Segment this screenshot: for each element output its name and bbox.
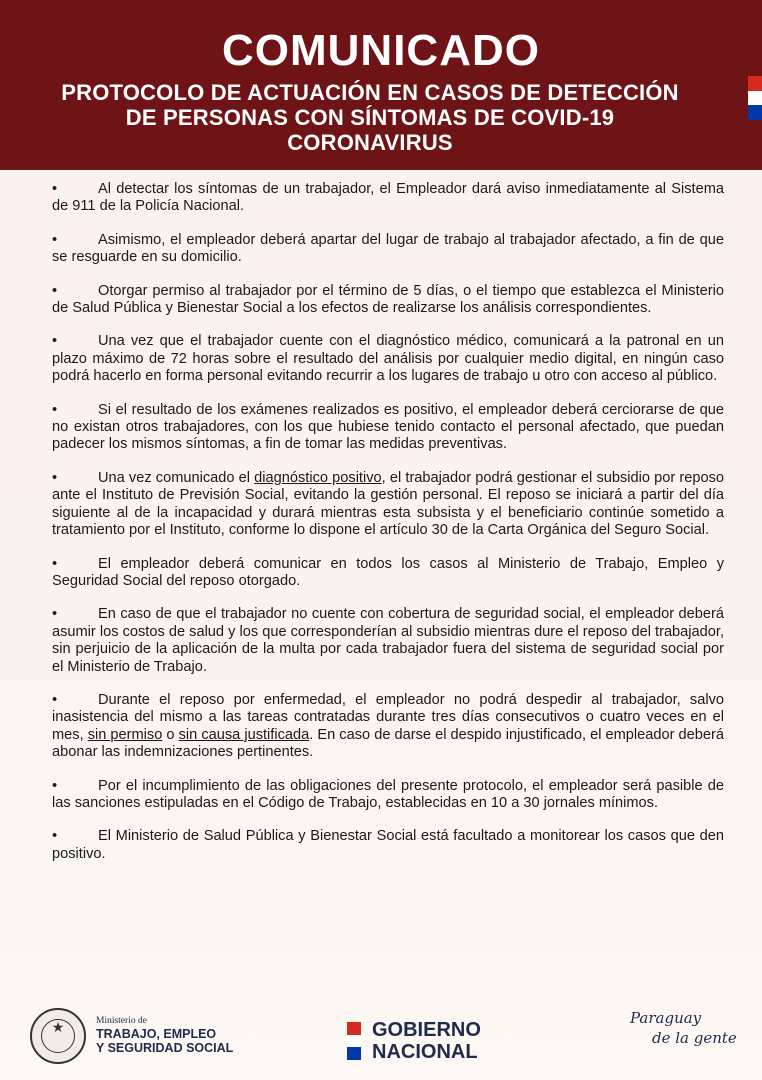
item-text-mid: o [162, 726, 179, 743]
bullet-icon: • [52, 282, 58, 299]
list-item [52, 556, 724, 591]
paraguay-de-la-gente-logo [630, 1008, 740, 1048]
item-text: Si el resultado de los exámenes realizados es positivo, el empleador deberá cerciorarse de que no existan otros trabajadores, con los que hubiese tenido contacto el personal afectado, que puedan padecer los mismos síntomas, a fin de tomar las medidas preventivas. [52, 401, 724, 453]
paraguay-line-1: Paraguay [630, 1009, 702, 1027]
page-subtitle [0, 80, 740, 155]
bullet-icon: • [52, 231, 58, 248]
item-text: Otorgar permiso al trabajador por el término de 5 días, o el tiempo que establezca el Ministerio de Salud Pública y Bienestar Social a los efectos de realizarse los análisis correspondientes. [52, 282, 724, 317]
ministry-small-text: Ministerio de [96, 1016, 147, 1026]
gobierno-line-2: NACIONAL [372, 1041, 478, 1063]
item-text-post: . En caso de darse el despido injustificado, el empleador deberá abonar las indemnizaciones pertinentes. [52, 726, 724, 761]
subtitle-line-3: CORONAVIRUS [287, 130, 453, 155]
ministry-name-line-1: TRABAJO, EMPLEO [96, 1027, 217, 1041]
page-title: COMUNICADO [222, 26, 540, 75]
ministry-name-line-2: Y SEGURIDAD SOCIAL [96, 1041, 234, 1055]
underlined-text: sin permiso [87, 726, 163, 743]
header-banner [0, 0, 762, 170]
list-item [52, 606, 724, 676]
bullet-icon: • [52, 606, 58, 623]
item-text: Una vez que el trabajador cuente con el diagnóstico médico, comunicará a la patronal en un plazo máximo de 72 horas sobre el resultado del análisis por cualquier medio digital, en ningún caso podrá hacerlo en forma personal evitando recurrir a los lugares de trabajo u otro con acceso al público. [52, 333, 724, 385]
bullet-icon: • [52, 777, 58, 794]
item-text: Por el incumplimiento de las obligaciones del presente protocolo, el empleador será pasible de las sanciones estipuladas en el Código de Trabajo, establecidas en 10 a 30 jornales mínimos. [52, 777, 724, 811]
bullet-icon: • [52, 555, 58, 572]
underlined-text: diagnóstico positivo [254, 469, 382, 486]
underlined-text: sin causa justificada [178, 726, 310, 743]
bullet-icon: • [52, 401, 58, 418]
list-item [52, 181, 724, 216]
paraguay-flag-icon [347, 1022, 361, 1060]
paraguay-line-2: de la gente [652, 1029, 737, 1047]
list-item [52, 828, 724, 863]
gobierno-line-1: GOBIERNO [372, 1019, 481, 1041]
list-item [52, 232, 724, 267]
item-text: En caso de que el trabajador no cuente con cobertura de seguridad social, el empleador deberá asumir los costos de salud y los que corresponderían al subsidio mientras dure el reposo del trabajador, sin perjuicio de la aplicación de la multa por cada trabajador fuera del sistema de seguridad social por el Ministerio de Trabajo. [52, 606, 724, 675]
item-text: Al detectar los síntomas de un trabajador, el Empleador dará aviso inmediatamente al Sistema de 911 de la Policía Nacional. [52, 181, 724, 215]
subtitle-line-2: DE PERSONAS CON SÍNTOMAS DE COVID-19 [125, 105, 615, 130]
list-item [52, 402, 724, 454]
national-seal-icon: ★ [30, 1008, 86, 1064]
list-item [52, 283, 724, 318]
ministry-logo [96, 1016, 233, 1055]
item-text: El empleador deberá comunicar en todos los casos al Ministerio de Trabajo, Empleo y Seguridad Social del reposo otorgado. [52, 555, 724, 589]
bullet-icon: • [52, 828, 58, 845]
protocol-list [52, 181, 724, 879]
bullet-icon: • [52, 181, 58, 197]
list-item [52, 692, 724, 762]
list-item [52, 470, 724, 540]
list-item [52, 333, 724, 385]
item-text: Asimismo, el empleador deberá apartar del lugar de trabajo al trabajador afectado, a fin de que se resguarde en su domicilio. [52, 231, 724, 266]
bullet-icon: • [52, 469, 58, 486]
bullet-icon: • [52, 691, 58, 708]
footer [0, 1000, 762, 1080]
item-text-post: , el trabajador podrá gestionar el subsidio por reposo ante el Instituto de Previsión Social, evitando la gestión personal. El reposo se iniciará a partir del día siguiente al de la incapacidad y durará mientras esta subsista y el beneficiario continúe sometido a tratamiento por el Instituto, conforme lo dispone el artículo 30 de la Carta Orgánica del Seguro Social. [52, 469, 725, 539]
item-text-pre: Una vez comunicado el [98, 469, 255, 486]
item-text-pre: Durante el reposo por enfermedad, el empleador no podrá despedir al trabajador, salvo inasistencia del mismo a las tareas contratadas durante tres días consecutivos o cuatro veces en el mes, [52, 691, 724, 743]
subtitle-line-1: PROTOCOLO DE ACTUACIÓN EN CASOS DE DETECCIÓN [61, 80, 679, 105]
gobierno-nacional-logo [372, 1019, 481, 1063]
paraguay-flag-icon [748, 76, 762, 120]
list-item [52, 778, 724, 813]
bullet-icon: • [52, 333, 58, 350]
item-text: El Ministerio de Salud Pública y Bienestar Social está facultado a monitorear los casos que den positivo. [52, 828, 724, 862]
